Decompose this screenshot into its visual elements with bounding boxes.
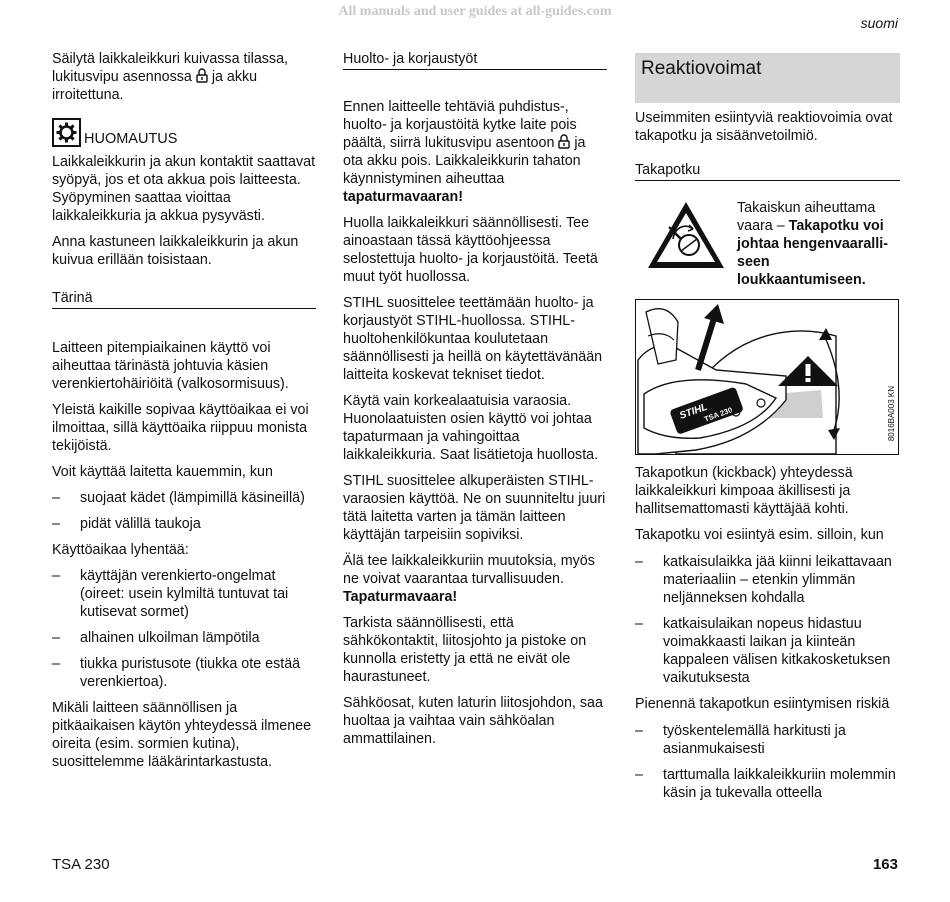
paragraph: Yleistä kaikille sopivaa käyttöaikaa ei voi ilmoittaa, sillä käyttöaika riippuu monista tekijöistä. [52,402,309,454]
language-label: suomi [860,15,898,31]
section-heading-kickback: Takapotku [635,161,900,181]
paragraph: STIHL suosittelee teettämään huolto- ja korjaustyöt STIHL-huollossa. STIHL-huoltohenkilökuntaa koulutetaan säännöllisesti ja heillä on käytettävänään laitteita koskevat tekniset tiedot. [343,295,603,383]
lock-icon [196,68,208,83]
list-item: – tiukka puristusote (tiukka ote estää verenkiertoa). [52,656,301,690]
column-1 [52,50,316,779]
list-item: – alhainen ulkoilman lämpötila [52,630,260,646]
section-heading-maintenance: Huolto- ja korjaustyöt [343,50,607,70]
footer-model: TSA 230 [52,856,110,873]
list-item: – työskentelemällä harkitusti ja asianmukaisesti [635,723,846,757]
list [52,567,316,691]
lock-icon [558,134,570,149]
paragraph: Useimmiten esiintyviä reaktiovoimia ovat takapotku ja sisäänvetoilmiö. [635,110,893,144]
list-item: – tarttumalla laikkaleikkuriin molemmin käsin ja tukevalla otteella [635,767,896,801]
list-item: – katkaisulaikka jää kiinni leikattavaan materiaaliin – etenkin ylimmän neljänneksen kohdalla [635,554,892,606]
paragraph: Huolla laikkaleikkuri säännöllisesti. Tee ainoastaan tässä käyttöohjeessa selostettuja huolto- ja korjaustöitä. Teetä muut työt huollossa. [343,215,598,285]
gear-icon [52,118,81,147]
page-number: 163 [872,856,898,873]
notice-label: HUOMAUTUS [84,131,178,147]
paragraph: Sähköosat, kuten laturin liitosjohdon, saa huoltaa ja vaihtaa vain sähköalan ammattilainen. [343,695,603,747]
column-3 [635,50,900,810]
paragraph: Takapotkun (kickback) yhteydessä laikkaleikkuri kimpoaa äkillisesti ja hallitsemattomasti käyttäjää kohti. [635,465,853,517]
section-banner: Reaktiovoimat [635,53,900,103]
paragraph: Anna kastuneen laikkaleikkurin ja akun kuivua erillään toisistaan. [52,234,299,268]
notice-heading [52,118,316,147]
storage-paragraph: Säilytä laikkaleikkuri kuivassa tilassa, lukitusvipu asennossa ja akku irroitettuna. [52,51,288,103]
paragraph: Älä tee laikkaleikkuriin muutoksia, myös ne voivat vaarantaa turvallisuuden. Tapaturmavaara! [343,553,595,605]
warning-text: Takaiskun aiheuttama vaara – Takapotku voi johtaa hengenvaaralliseen loukkaantumiseen. [737,200,888,288]
list-item: – katkaisulaikan nopeus hidastuu voimakkaasti laikan ja kiinteän kappaleen välisen kitkakosketuksen vaikutuksesta [635,616,891,686]
figure-code: 8016BA003 KN [887,386,896,442]
cutoff-machine-illustration [636,300,898,454]
paragraph: Ennen laitteelle tehtäviä puhdistus-, huolto- ja korjaustöitä kytke laite pois päältä, siirrä lukitusvipu asentoon ja ota akku pois. Laikkaleikkurin tahaton käynnistyminen aiheuttaa tapaturmavaaran! [343,99,586,205]
subheading: Takapotku voi esiintyä esim. silloin, kun [635,527,884,543]
kickback-warning [635,199,900,289]
figure-model: TSA 230 [702,405,734,424]
kickback-figure [635,299,899,455]
subheading: Pienennä takapotkun esiintymisen riskiä [635,696,890,712]
list-item: – käyttäjän verenkierto-ongelmat (oireet: usein kylmiltä tuntuvat tai kutisevat sormet) [52,568,289,620]
list [635,553,900,687]
list [52,489,316,533]
paragraph: Mikäli laitteen säännöllisen ja pitkäaikaisen käytön yhteydessä ilmenee oireita (esim. sormien kutina), suosittelemme lääkärintarkastusta. [52,700,312,770]
list-item: – pidät välillä taukoja [52,516,201,532]
column-2 [343,50,607,756]
paragraph: Laitteen pitempiaikainen käyttö voi aiheuttaa tärinästä johtuvia käsien verenkiertohäiriöitä (valkosormisuus). [52,340,289,392]
paragraph: Käyttöaikaa lyhentää: [52,542,189,558]
paragraph: Voit käyttää laitetta kauemmin, kun [52,464,273,480]
section-heading-vibration: Tärinä [52,289,316,309]
paragraph: STIHL suosittelee alkuperäisten STIHL-varaosien käyttöä. Ne on suunniteltu juuri tätä laitetta varten ja tämän laitteen käyttäjän tarpeisiin sopiviksi. [343,473,606,543]
paragraph: Tarkista säännöllisesti, että sähkökontaktit, liitosjohto ja pistoke on kunnolla eristetty ja että ne eivät ole haurastuneet. [343,615,587,685]
kickback-warning-icon [645,199,727,271]
paragraph: Käytä vain korkealaatuisia varaosia. Huonolaatuisten osien käyttö voi johtaa tapaturmaan ja vahingoittaa laikkaleikkuria. Saat lisätietoja huollosta. [343,393,599,463]
paragraph: Laikkaleikkurin ja akun kontaktit saattavat syöpyä, jos et ota akkua pois laitteesta. Syöpyminen saattaa vioittaa laikkaleikkuria ja akkua pysyvästi. [52,154,316,224]
figure-brand: STIHL [678,401,710,422]
list [635,722,900,802]
watermark: All manuals and user guides at all-guides.com [338,4,612,19]
list-item: – suojaat kädet (lämpimillä käsineillä) [52,490,305,506]
